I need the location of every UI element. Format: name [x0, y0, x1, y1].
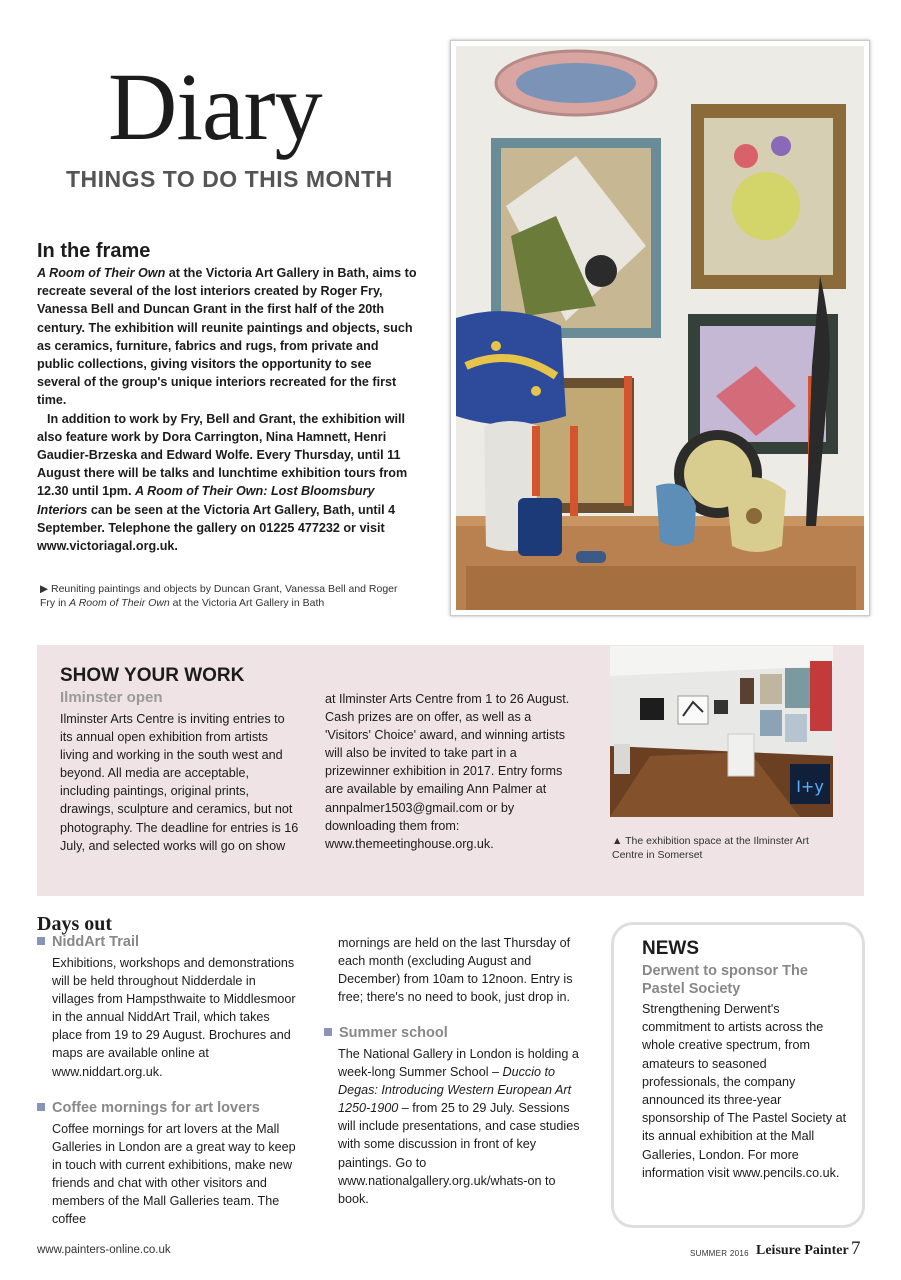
- exhibition-title: A Room of Their Own: [37, 266, 166, 280]
- niddart-subheading: [37, 934, 139, 950]
- section-heading-news: NEWS: [642, 938, 699, 959]
- paragraph-text: can be seen at the Victoria Art Gallery, Bath, until 4 September. Telephone the gallery on 01225 477232 or visit www.victoriagal.org.uk.: [37, 502, 396, 554]
- coffee-mornings-text: Coffee mornings for art lovers at the Mall Galleries in London are a great way to keep in touch with current exhibitions, make new friends and chat with other visitors and members of the Mall Galleries team. The coffee: [52, 1122, 296, 1227]
- section-heading-in-the-frame: In the frame: [37, 240, 151, 262]
- page-number: 7: [851, 1238, 861, 1259]
- show-your-work-subheading: Ilminster open: [60, 689, 163, 706]
- page-title: Diary: [108, 53, 322, 160]
- caption-text: Reuniting paintings and objects by Duncan Grant, Vanessa Bell and Roger Fry in: [40, 583, 398, 609]
- course-title: Duccio to Degas: Introducing Western European Art 1250-1900: [338, 1065, 572, 1116]
- coffee-mornings-continued: mornings are held on the last Thursday of each month (excluding August and December) from 10am to 12noon. Entry is free; there's no need to book, just drop in.: [338, 936, 573, 1005]
- bullet-square-icon: [37, 1103, 45, 1111]
- summer-school-subheading: [324, 1025, 448, 1041]
- section-heading-days-out: Days out: [37, 913, 113, 935]
- paragraph-text: at the Victoria Art Gallery in Bath, aims to recreate several of the lost interiors created by Roger Fry, Vanessa Bell and Duncan Grant in the first half of the 20th century. The exhibition will reunite paintings and objects, such as ceramics, furniture, fabrics and rugs, from private and public collections, giving visitors the opportunity to see several of the group's unique interiors recreated for the first time.: [37, 266, 417, 408]
- section-heading-show-your-work: SHOW YOUR WORK: [60, 665, 245, 686]
- caption-up-arrow-icon: ▲: [612, 835, 626, 847]
- gallery-photo: [610, 646, 833, 817]
- show-your-work-column-1: Ilminster Arts Centre is inviting entries to its annual open exhibition from artists living and working in the south west and beyond. All media are acceptable, including paintings, original prints, drawings, sculpture and ceramics, but not photography. The deadline for entries is 16 July, and selected works will go on show: [60, 712, 299, 853]
- gallery-photo-caption: [612, 834, 842, 862]
- paragraph-text: In addition to work by Fry, Bell and Grant, the exhibition will also feature work by Dora Carrington, Nina Hamnett, Henri Gaudier-Brzeska and Edward Wolfe. Every Thursday, until 11 August there will be talks and lunchtime exhibition tours from 12.30 until 1pm.: [37, 411, 408, 499]
- interior-photo: [450, 40, 870, 616]
- footer-magazine-name: Leisure Painter: [756, 1243, 849, 1258]
- exhibition-full-title: A Room of Their Own: Lost Bloomsbury Interiors: [37, 484, 375, 517]
- caption-title: A Room of Their Own: [69, 597, 170, 609]
- paragraph-text: – from 25 to 29 July. Sessions will include presentations, and case studies with some discussion in front of key paintings. Go to www.nationalgallery.org.uk/whats-on to book.: [338, 1101, 580, 1206]
- in-the-frame-article: [37, 264, 417, 555]
- niddart-text: Exhibitions, workshops and demonstrations will be held throughout Nidderdale in villages from Hampsthwaite to Middlesmoor in the annual NiddArt Trail, which takes place from 19 to 29 August. Brochures and maps are available online at www.niddart.org.uk.: [52, 956, 296, 1079]
- caption-arrow-icon: ▶: [40, 583, 51, 595]
- article-paragraph-1: [37, 264, 417, 410]
- footer-issue: SUMMER 2016: [690, 1249, 749, 1258]
- gallery-photo-illustration: [610, 646, 833, 817]
- summer-school-text: [338, 1045, 583, 1208]
- photo-caption: [40, 582, 400, 610]
- coffee-mornings-subheading: [37, 1100, 260, 1116]
- interior-photo-illustration: [456, 46, 864, 610]
- subheading-text: Summer school: [339, 1025, 448, 1041]
- caption-text: The exhibition space at the Ilminster Art Centre in Somerset: [612, 835, 809, 861]
- bullet-square-icon: [324, 1028, 332, 1036]
- footer-url: www.painters-online.co.uk: [37, 1244, 171, 1256]
- subheading-text: Coffee mornings for art lovers: [52, 1100, 260, 1116]
- news-text: Strengthening Derwent's commitment to artists across the whole creative spectrum, from amateurs to seasoned professionals, the company announced its three-year sponsorship of The Pastel Society at its annual exhibition at the Mall Galleries, London. For more information visit www.pencils.co.uk.: [642, 1002, 847, 1180]
- page-subtitle: THINGS TO DO THIS MONTH: [66, 166, 393, 192]
- subheading-text: NiddArt Trail: [52, 934, 140, 950]
- news-subheading: Derwent to sponsor The Pastel Society: [642, 963, 808, 997]
- caption-text: at the Victoria Art Gallery in Bath: [169, 597, 325, 609]
- neon-sign-text: I+y: [796, 777, 824, 796]
- article-paragraph-2: [37, 410, 417, 556]
- show-your-work-column-2: at Ilminster Arts Centre from 1 to 26 August. Cash prizes are on offer, as well as a 'Visitors' Choice' award, and winning artists will also be invited to take part in a prizewinner exhibition in 2017. Entry forms are available by emailing Ann Palmer at annpalmer1503@gmail.com or by downloading them from: www.themeetinghouse.org.uk.: [325, 692, 570, 851]
- paragraph-text: The National Gallery in London is holding a week-long Summer School –: [338, 1047, 579, 1080]
- bullet-square-icon: [37, 937, 45, 945]
